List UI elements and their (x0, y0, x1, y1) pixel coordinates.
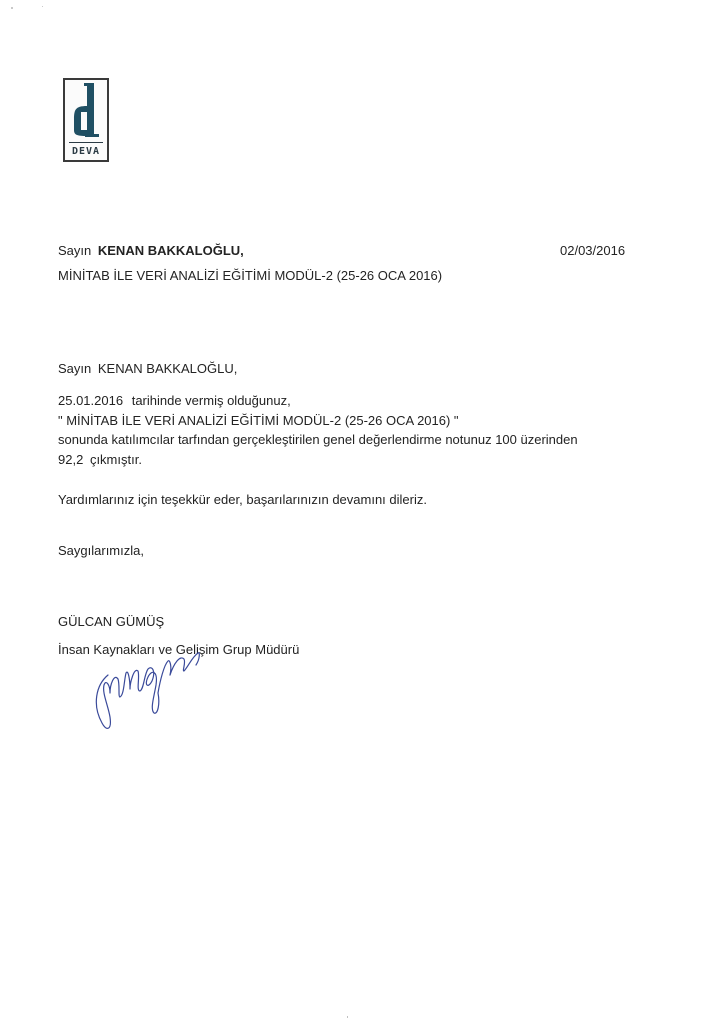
evaluation-score: 92,2 (58, 452, 84, 467)
body-closing: Saygılarımızla, (58, 543, 144, 558)
body-recipient: KENAN BAKKALOĞLU, (97, 361, 238, 376)
deva-logo (63, 78, 109, 162)
body-greeting-prefix: Sayın (58, 361, 92, 376)
logo-brand-text: DEVA (71, 146, 101, 157)
header-recipient: KENAN BAKKALOĞLU, (97, 243, 244, 258)
body-line-evaluation: sonunda katılımcılar tarfından gerçekleştirilen genel değerlendirme notunuz 100 üzerinden (58, 432, 578, 447)
scan-speck (347, 1016, 348, 1018)
signatory-title: İnsan Kaynakları ve Gelişim Grup Müdürü (58, 642, 300, 657)
body-thanks: Yardımlarınız için teşekkür eder, başarılarınızın devamını dileriz. (58, 492, 427, 507)
header-greeting (58, 243, 244, 259)
body-greeting (58, 361, 237, 377)
score-rest: çıkmıştır. (89, 452, 142, 467)
logo-rule (69, 142, 103, 143)
training-date-rest: tarihinde vermiş olduğunuz, (131, 393, 291, 408)
letter-date: 02/03/2016 (560, 243, 626, 258)
scan-speck (11, 7, 13, 9)
header-greeting-prefix: Sayın (58, 243, 92, 258)
body-line-course-title: " MİNİTAB İLE VERİ ANALİZİ EĞİTİMİ MODÜL-2 (25-26 OCA 2016) " (58, 413, 459, 428)
scan-speck (42, 6, 43, 7)
body-line-training-date (58, 393, 291, 409)
signatory-name: GÜLCAN GÜMÜŞ (58, 614, 165, 629)
d-letter-icon (65, 80, 107, 142)
handwritten-signature-icon (88, 645, 228, 740)
body-line-score (58, 452, 142, 468)
training-date: 25.01.2016 (58, 393, 124, 408)
header-subject: MİNİTAB İLE VERİ ANALİZİ EĞİTİMİ MODÜL-2 (25-26 OCA 2016) (58, 268, 443, 283)
